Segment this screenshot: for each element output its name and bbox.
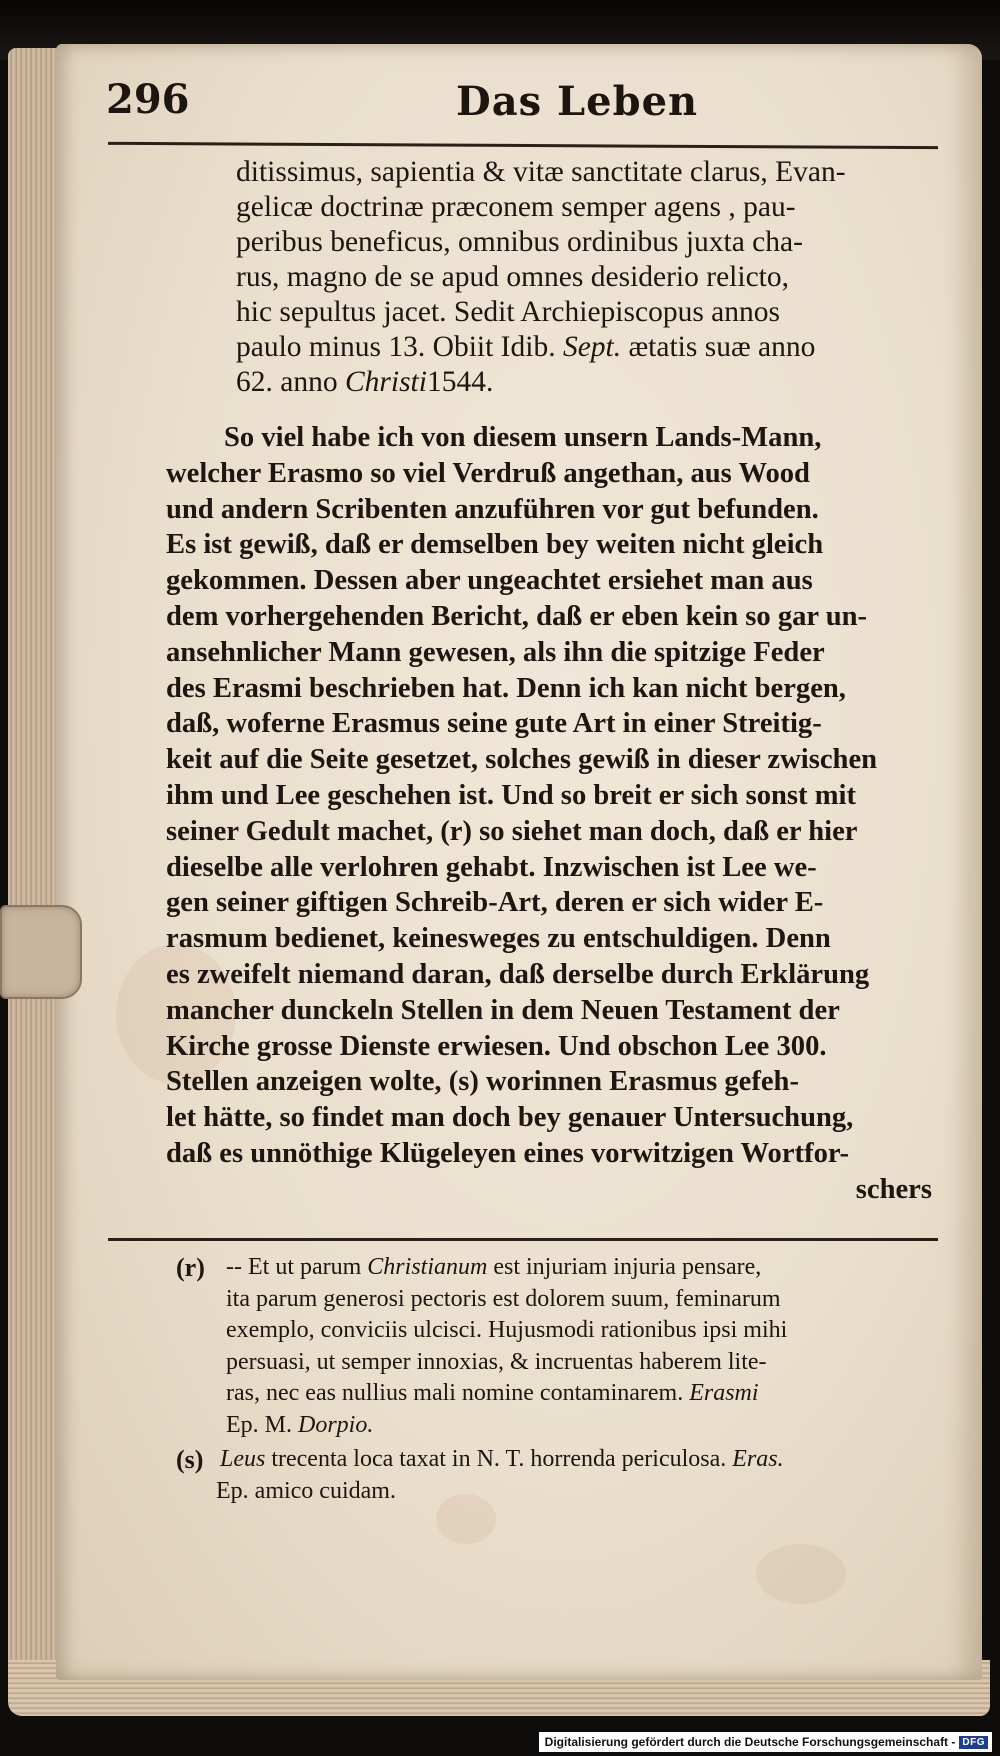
credit-text: Digitalisierung gefördert durch die Deutsche Forschungsgemeinschaft -: [544, 1735, 956, 1749]
italic-run: Eras.: [732, 1446, 784, 1472]
text-run: ætatis suæ anno: [621, 331, 816, 363]
footnote-r: [176, 1252, 946, 1441]
text-line: rasmum bedienet, keinesweges zu entschuldigen. Denn: [166, 923, 831, 955]
text-run: 62. anno: [236, 366, 345, 398]
text-line: ditissimus, sapientia & vitæ sanctitate clarus, Evan-: [236, 156, 846, 188]
text-run: paulo minus 13. Obiit Idib.: [236, 331, 563, 363]
text-line: seiner Gedult machet, (r) so siehet man doch, daß er hier: [166, 815, 858, 847]
text-line: ansehnlicher Mann gewesen, als ihn die spitzige Feder: [166, 636, 825, 668]
text-run: -- Et ut parum: [226, 1254, 368, 1280]
text-line: rus, magno de se apud omnes desiderio relicto,: [236, 261, 789, 293]
footnote-line: persuasi, ut semper innoxias, & incruentas haberem lite-: [226, 1348, 767, 1375]
text-run: Ep. M.: [226, 1411, 298, 1438]
text-line: dieselbe alle verlohren gehabt. Inzwischen ist Lee we-: [166, 851, 817, 883]
italic-run: Dorpio.: [298, 1411, 374, 1438]
footnote-mark: (s): [176, 1445, 204, 1474]
text-line: daß es unnöthige Klügeleyen eines vorwitzigen Wortfor-: [166, 1137, 850, 1169]
text-run: 1544.: [426, 366, 494, 398]
text-line: hic sepultus jacet. Sedit Archiepiscopus annos: [236, 296, 781, 328]
text-line: Stellen anzeigen wolte, (s) worinnen Erasmus gefeh-: [166, 1066, 799, 1098]
page-number: 296: [106, 76, 190, 123]
catchword: schers: [855, 1173, 932, 1205]
digitization-credit: [539, 1732, 992, 1752]
main-paragraph: [166, 420, 936, 1208]
text-line: [236, 330, 936, 365]
dfg-logo: DFG: [959, 1736, 988, 1749]
text-line: gen seiner giftigen Schreib-Art, deren er sich wider E-: [166, 887, 824, 919]
footnote-line: ita parum generosi pectoris est dolorem suum, feminarum: [226, 1285, 781, 1312]
footnote-line: [176, 1252, 946, 1284]
text-run: trecenta loca taxat in N. T. horrenda periculosa.: [265, 1446, 733, 1472]
text-run: est injuriam injuria pensare,: [487, 1254, 762, 1280]
footnote-rule: [108, 1238, 938, 1241]
footnote-line: Ep. amico cuidam.: [216, 1477, 396, 1504]
text-line: keit auf die Seite gesetzet, solches gewiß in dieser zwischen: [166, 744, 878, 776]
italic-run: Leus: [220, 1446, 266, 1472]
text-line: gekommen. Dessen aber ungeachtet ersiehet man aus: [166, 565, 813, 597]
text-line: gelicæ doctrinæ præconem semper agens , pau-: [236, 191, 796, 223]
text-line: So viel habe ich von diesem unsern Lands-Mann,: [224, 422, 822, 453]
italic-run: Sept.: [562, 331, 622, 363]
running-head: Das Leben: [456, 78, 699, 125]
text-line: [236, 365, 936, 400]
text-line: peribus beneficus, omnibus ordinibus juxta cha-: [236, 226, 803, 258]
text-line: des Erasmi beschrieben hat. Denn ich kan nicht bergen,: [166, 672, 846, 704]
text-line: Es ist gewiß, daß er demselben bey weiten nicht gleich: [166, 529, 824, 561]
footnote-line: [176, 1410, 946, 1442]
text-line: und andern Scribenten anzuführen vor gut befunden.: [166, 493, 819, 525]
italic-run: Christi: [344, 366, 427, 398]
text-line: Kirche grosse Dienste erwiesen. Und obschon Lee 300.: [166, 1030, 827, 1062]
page-clip: [0, 905, 82, 999]
footnote-line: exemplo, conviciis ulcisci. Hujusmodi rationibus ipsi mihi: [226, 1317, 788, 1343]
text-run: ras, nec eas nullius mali nomine contaminarem.: [226, 1380, 690, 1406]
italic-run: Erasmi: [689, 1380, 759, 1406]
footnotes: [176, 1252, 946, 1510]
latin-epitaph: [236, 155, 936, 400]
footnote-mark: (r): [176, 1253, 205, 1282]
text-line: es zweifelt niemand daran, daß derselbe durch Erklärung: [166, 958, 870, 990]
text-line: let hätte, so findet man doch bey genauer Untersuchung,: [166, 1102, 854, 1134]
text-line: mancher dunckeln Stellen in dem Neuen Testament der: [166, 994, 840, 1026]
text-line: dem vorhergehenden Bericht, daß er eben kein so gar un-: [166, 600, 868, 632]
footnote-line: [176, 1378, 946, 1410]
footnote-line: [176, 1444, 946, 1476]
text-line: daß, woferne Erasmus seine gute Art in einer Streitig-: [166, 708, 822, 740]
footnote-s: [176, 1444, 946, 1507]
italic-run: Christianum: [367, 1254, 488, 1280]
text-line: ihm und Lee geschehen ist. Und so breit er sich sonst mit: [166, 779, 857, 811]
paper-stain: [756, 1544, 846, 1604]
text-line: welcher Erasmo so viel Verdruß angethan, aus Wood: [166, 457, 810, 489]
